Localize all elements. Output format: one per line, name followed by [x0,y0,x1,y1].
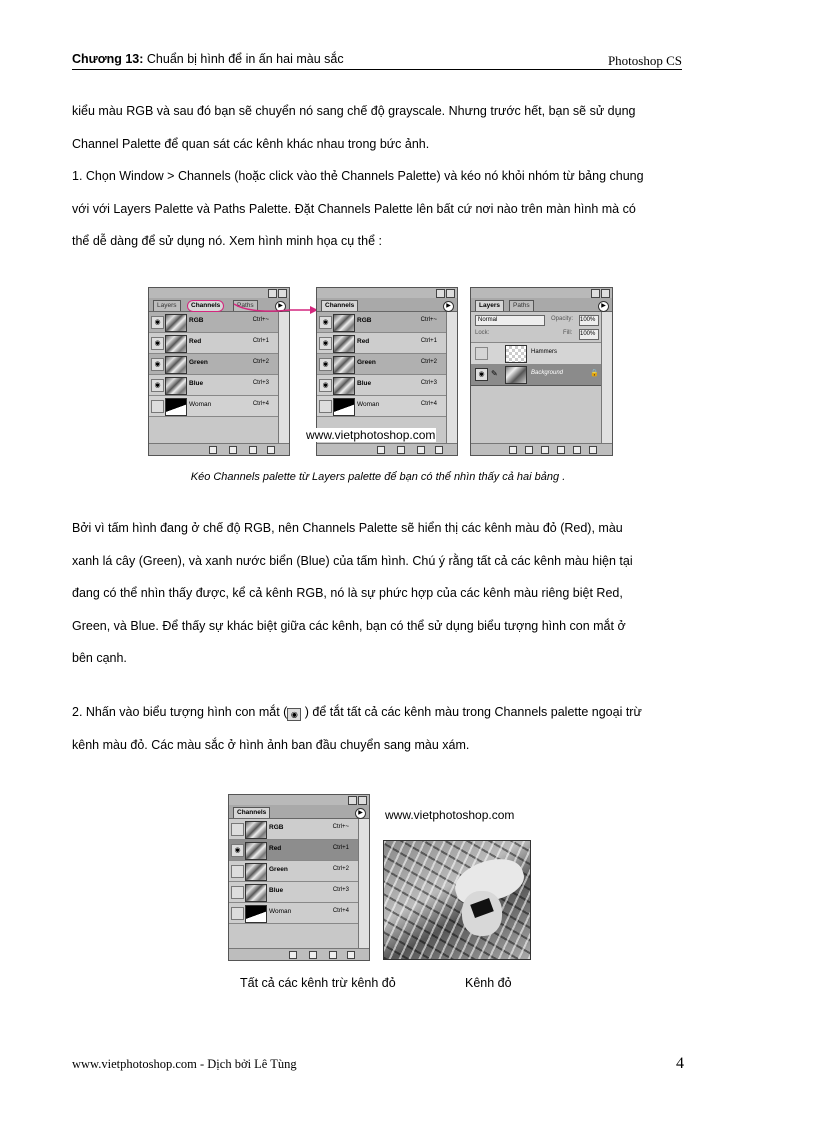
channel-row[interactable] [149,354,279,375]
palette-menu-icon[interactable]: ▶ [598,301,609,312]
channel-row[interactable] [317,333,447,354]
channel-shortcut: Ctrl+~ [332,824,349,830]
figure2-caption-right: Kênh đỏ [465,976,512,990]
new-channel-icon[interactable] [329,951,337,959]
channel-row[interactable] [317,312,447,333]
close-icon[interactable] [446,289,455,298]
figure1-caption: Kéo Channels palette từ Layers palette để bạn có thể nhìn thấy cả hai bảng . [190,471,566,483]
channel-name: Woman [269,908,292,915]
layer-name: Hammers [531,349,558,355]
trash-icon[interactable] [435,446,443,454]
channel-shortcut: Ctrl+4 [252,401,269,407]
tab-layers[interactable]: Layers [475,300,504,311]
thumbnail [505,345,527,363]
save-selection-icon[interactable] [229,446,237,454]
watermark: www.vietphotoshop.com [306,428,436,442]
thumbnail [245,842,267,860]
text-segment: 2. Nhấn vào biểu tượng hình con mắt ( [72,705,288,719]
channel-row[interactable] [229,882,359,903]
channel-name: Green [189,359,208,366]
lock-label: Lock: [475,330,490,336]
eye-icon[interactable] [231,823,244,836]
minimize-icon[interactable] [591,289,600,298]
palette-tabs [229,805,369,819]
text-line: bên cạnh. [72,651,127,665]
thumbnail [165,335,187,353]
trash-icon[interactable] [347,951,355,959]
drag-arrow-icon [230,300,320,320]
channel-row[interactable] [229,819,359,840]
eye-icon[interactable] [231,865,244,878]
channel-shortcut: Ctrl+2 [252,359,269,365]
text-line: đang có thể nhìn thấy được, kể cả kênh RGB, nó là sự phức hợp của các kênh màu riêng biệt Red, [72,586,623,600]
new-layer-icon[interactable] [573,446,581,454]
text-line: Channel Palette để quan sát các kênh khác nhau trong bức ảnh. [72,136,430,151]
channel-name: RGB [189,317,204,324]
tab-channels[interactable]: Channels [321,300,358,311]
eye-icon: ◉ [287,708,301,721]
text-line: với với Layers Palette và Paths Palette. Đặt Channels Palette lên bất cứ nơi nào trên màn hình mà có [72,201,636,216]
thumbnail [165,314,187,332]
eye-icon[interactable]: ◉ [319,337,332,350]
palette-menu-icon[interactable]: ▶ [443,301,454,312]
load-selection-icon[interactable] [377,446,385,454]
thumbnail [333,335,355,353]
text-line: Bởi vì tấm hình đang ở chế độ RGB, nên Channels Palette sẽ hiển thị các kênh màu đỏ (Red), màu [72,521,623,535]
eye-icon[interactable]: ◉ [151,358,164,371]
opacity-label: Opacity: [551,316,574,322]
thumbnail [333,314,355,332]
thumbnail [333,398,355,416]
text-line [72,696,692,729]
mask-icon[interactable] [525,446,533,454]
palette-footer [149,443,289,455]
load-selection-icon[interactable] [289,951,297,959]
close-icon[interactable] [601,289,610,298]
scrollbar[interactable] [358,819,369,949]
eye-icon[interactable]: ◉ [319,379,332,392]
text-line: xanh lá cây (Green), và xanh nước biển (Blue) của tấm hình. Chú ý rằng tất cả các kênh màu hiện tại [72,553,633,568]
page-number: 4 [676,1055,684,1072]
channel-row[interactable] [229,840,359,861]
close-icon[interactable] [278,289,287,298]
save-selection-icon[interactable] [309,951,317,959]
channel-shortcut: Ctrl+1 [420,338,437,344]
channel-name: Blue [357,380,372,387]
page-header [72,51,682,70]
channel-shortcut: Ctrl+2 [332,866,349,872]
thumbnail [165,398,187,416]
thumbnail [333,377,355,395]
chapter-title: Chuẩn bị hình để in ấn hai màu sắc [146,52,344,66]
layer-style-icon[interactable] [509,446,517,454]
channel-row[interactable] [229,903,359,924]
blend-mode-select[interactable]: Normal [475,315,545,326]
channels-palette [306,287,458,456]
channel-shortcut: Ctrl+2 [420,359,437,365]
eye-icon[interactable] [231,907,244,920]
paragraph-rgb [72,512,692,675]
scrollbar[interactable] [278,312,289,444]
new-channel-icon[interactable] [249,446,257,454]
fill-label: Fill: [563,330,573,336]
channel-shortcut: Ctrl+1 [252,338,269,344]
channel-shortcut: Ctrl+3 [252,380,269,386]
channel-row[interactable] [229,861,359,882]
brush-icon: ✎ [491,369,498,378]
thumbnail [165,377,187,395]
scrollbar[interactable] [446,312,457,444]
lock-icon: 🔒 [590,370,599,377]
channel-name: Blue [189,380,204,387]
new-channel-icon[interactable] [417,446,425,454]
palette-tabs [471,298,612,312]
channel-name: Red [269,845,282,852]
eye-icon[interactable] [319,400,332,413]
palette-menu-icon[interactable]: ▶ [355,808,366,819]
set-icon[interactable] [541,446,549,454]
channel-name: Green [269,866,288,873]
channel-name: Red [357,338,370,345]
eye-icon[interactable]: ◉ [151,337,164,350]
channel-row[interactable] [149,375,279,396]
tab-channels[interactable]: Channels [187,300,224,312]
thumbnail [245,863,267,881]
thumbnail [333,356,355,374]
thumbnail [245,884,267,902]
channel-shortcut: Ctrl+3 [420,380,437,386]
eye-icon[interactable]: ◉ [151,379,164,392]
thumbnail [165,356,187,374]
red-channel-photo [383,840,531,960]
layer-name: Background [531,370,564,376]
app-name: Photoshop CS [607,53,682,68]
thumbnail [245,821,267,839]
channel-row[interactable] [149,396,279,417]
layer-row[interactable] [471,364,602,386]
tab-layers[interactable]: Layers [153,300,181,311]
eye-icon[interactable]: ◉ [231,844,244,857]
channel-name: Woman [357,401,380,408]
eye-icon[interactable]: ◉ [475,368,488,381]
palette-footer [229,948,369,960]
eye-icon[interactable]: ◉ [151,316,164,329]
channel-name: Red [189,338,202,345]
eye-icon[interactable] [231,886,244,899]
eye-icon[interactable]: ◉ [319,316,332,329]
text-line: kiểu màu RGB và sau đó bạn sẽ chuyển nó sang chế độ grayscale. Nhưng trước hết, bạn sẽ sử dụng [72,104,636,118]
trash-icon[interactable] [589,446,597,454]
eye-icon[interactable] [151,400,164,413]
eye-icon[interactable]: ◉ [319,358,332,371]
text-line: 1. Chọn Window > Channels (hoặc click vào thẻ Channels Palette) và kéo nó khỏi nhóm từ bảng chung [72,169,644,183]
watermark: www.vietphotoshop.com [385,808,515,822]
channel-name: RGB [357,317,372,324]
minimize-icon[interactable] [436,289,445,298]
channel-shortcut: Ctrl+4 [420,401,437,407]
channel-name: Green [357,359,376,366]
channel-shortcut: Ctrl+3 [332,887,349,893]
opacity-field[interactable]: 100% [579,315,599,326]
palette-footer [471,443,612,455]
fill-field[interactable]: 100% [579,329,599,340]
channel-shortcut: Ctrl+1 [332,845,349,851]
chapter-label: Chương 13: [72,52,144,66]
channel-row[interactable] [317,396,447,417]
channel-name: Blue [269,887,284,894]
channel-shortcut: Ctrl+~ [420,317,437,323]
visibility-box[interactable] [475,347,488,360]
minimize-icon[interactable] [348,796,357,805]
text-line: kênh màu đỏ. Các màu sắc ở hình ảnh ban đầu chuyển sang màu xám. [72,737,470,752]
tab-channels[interactable]: Channels [233,807,270,818]
channel-row[interactable] [317,354,447,375]
channel-name: Woman [189,401,212,408]
channel-shortcut: Ctrl+~ [252,317,269,323]
paragraph-step2 [72,696,692,761]
channels-palette-red-only [228,794,370,961]
channel-shortcut: Ctrl+4 [332,908,349,914]
text-segment: ) để tắt tất cả các kênh màu trong Channels palette ngoại trừ [304,705,642,719]
close-icon[interactable] [358,796,367,805]
thumbnail [505,366,527,384]
text-line: Green, và Blue. Để thấy sự khác biệt giữa các kênh, bạn có thể sử dụng biểu tượng hình con mắt ở [72,618,626,633]
layer-row[interactable] [471,342,602,365]
text-line: thể dễ dàng để sử dụng nó. Xem hình minh họa cụ thể : [72,234,382,248]
save-selection-icon[interactable] [397,446,405,454]
footer-credit: www.vietphotoshop.com - Dịch bởi Lê Tùng [72,1057,297,1071]
chapter-heading [72,52,344,66]
palette-menu-icon[interactable]: ▶ [275,301,286,312]
load-selection-icon[interactable] [209,446,217,454]
channel-name: RGB [269,824,284,831]
tab-paths[interactable]: Paths [233,300,258,311]
channel-row[interactable] [317,375,447,396]
scrollbar[interactable] [601,312,612,444]
palette-tabs [317,298,457,312]
trash-icon[interactable] [267,446,275,454]
figure2-caption-left: Tất cả các kênh trừ kênh đỏ [240,976,396,990]
adjustment-icon[interactable] [557,446,565,454]
layers-palette [470,287,613,456]
palette-footer [317,443,457,455]
tab-paths[interactable]: Paths [509,300,534,311]
thumbnail [245,905,267,923]
paragraph-intro [72,95,692,258]
channel-row[interactable] [149,333,279,354]
minimize-icon[interactable] [268,289,277,298]
